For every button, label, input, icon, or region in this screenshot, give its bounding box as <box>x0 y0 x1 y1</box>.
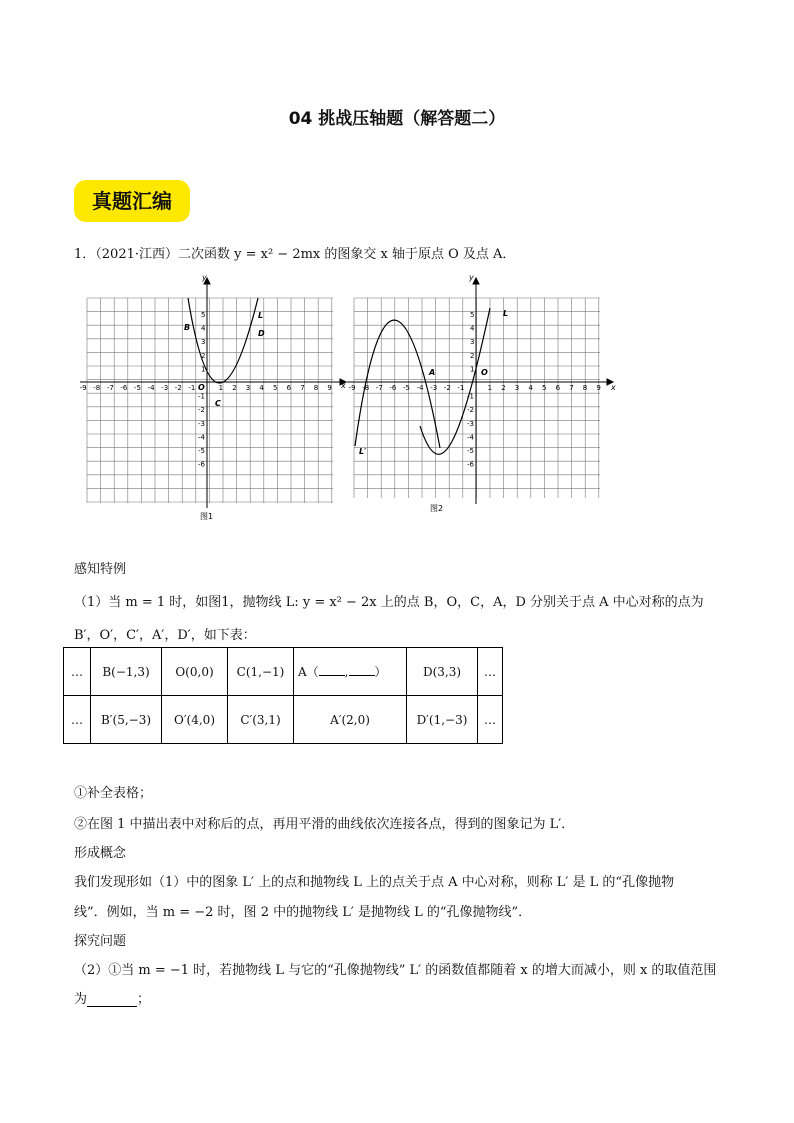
figure-1 <box>78 268 350 528</box>
y-tick-label: 1 <box>201 365 206 374</box>
table-cell: A′(2,0) <box>294 696 407 744</box>
x-tick-label: -6 <box>120 384 128 392</box>
y-tick-label: 3 <box>470 338 475 347</box>
x-tick-label: -3 <box>161 384 169 392</box>
x-tick-label: -8 <box>362 384 370 392</box>
section-heading-concept: 形成概念 <box>74 846 127 861</box>
figure-2-x-label: x <box>611 383 616 392</box>
figure-1-caption: 图1 <box>200 512 214 521</box>
x-tick-label: 8 <box>582 384 588 392</box>
table-cell: C(1,−1) <box>228 648 294 696</box>
symmetry-table <box>63 647 503 744</box>
section-heading-explore: 探究问题 <box>74 934 127 949</box>
table-cell: B′(5,−3) <box>91 696 162 744</box>
x-tick-label: 2 <box>232 384 237 392</box>
x-tick-label: 6 <box>286 384 292 392</box>
y-tick-label: -2 <box>467 406 474 415</box>
section-heading-perceive: 感知特例 <box>74 562 127 577</box>
x-tick-label: -1 <box>188 384 196 392</box>
document-title: 04 挑战压轴题（解答题二） <box>288 109 506 129</box>
figure-1-grid <box>87 298 333 503</box>
y-tick-label: -6 <box>198 460 205 469</box>
question-2-line-1: （2）①当 m = −1 时，若抛物线 L 与它的“孔像抛物线” L′ 的函数值都随着 x 的增大而减小，则 x 的取值范围 <box>74 963 717 978</box>
x-tick-label: 3 <box>245 384 251 392</box>
table-cell: C′(3,1) <box>228 696 294 744</box>
figure-2-label-A: A <box>429 368 436 377</box>
x-tick-label: 5 <box>273 384 278 392</box>
x-tick-label: 7 <box>300 384 305 392</box>
figure-2-label-O: O <box>481 368 488 377</box>
figure-1-x-label: x <box>341 381 346 390</box>
table-cell: … <box>64 648 91 696</box>
table-cell: D′(1,−3) <box>407 696 478 744</box>
table-cell-answer: A（ , ） <box>294 648 407 696</box>
y-tick-label: -3 <box>467 419 474 428</box>
table-cell: … <box>478 696 503 744</box>
x-tick-label: -6 <box>389 384 397 392</box>
x-tick-label: 9 <box>596 384 601 392</box>
figure-1-label-C: C <box>215 399 221 408</box>
figure-2-y-label: y <box>469 273 474 282</box>
x-tick-label: 1 <box>218 384 224 392</box>
table-cell: D(3,3) <box>407 648 478 696</box>
y-tick-label: -4 <box>198 433 205 442</box>
y-tick-label: -2 <box>198 406 205 415</box>
y-tick-label: -5 <box>198 447 205 455</box>
figure-1-label-L: L <box>258 311 264 320</box>
task-2: ②在图 1 中描出表中对称后的点，再用平滑的曲线依次连接各点，得到的图象记为 L′． <box>74 817 575 832</box>
x-tick-label: -4 <box>147 384 155 392</box>
x-tick-label: -9 <box>79 384 87 392</box>
figure-1-label-B: B <box>184 323 191 332</box>
task-1: ①补全表格； <box>74 786 153 801</box>
y-tick-label: 5 <box>201 311 206 319</box>
answer-blank[interactable] <box>87 994 137 1007</box>
figure-2 <box>345 268 620 528</box>
y-tick-label: 1 <box>470 365 475 374</box>
question-1-line-1: （1）当 m = 1 时，如图1，抛物线 L: y = x² − 2x 上的点 B，O，C，A，D 分别关于点 A 中心对称的点为 <box>74 595 704 610</box>
table-cell: … <box>64 696 91 744</box>
x-tick-label: 4 <box>528 384 533 392</box>
y-tick-label: -3 <box>198 419 205 428</box>
table-cell: O′(4,0) <box>162 696 228 744</box>
y-tick-label: 3 <box>201 338 206 347</box>
x-tick-label: -3 <box>430 384 438 392</box>
x-tick-label: -5 <box>403 384 410 392</box>
y-tick-label: -1 <box>198 392 205 401</box>
table-cell: B(−1,3) <box>91 648 162 696</box>
x-tick-label: -4 <box>416 384 424 392</box>
x-tick-label: -9 <box>348 384 356 392</box>
figure-2-parabola-L <box>420 308 493 454</box>
y-tick-label: 5 <box>470 311 475 319</box>
x-tick-label: 6 <box>555 384 561 392</box>
section-badge: 真题汇编 <box>74 180 190 222</box>
y-tick-label: -1 <box>467 392 474 401</box>
answer-blank[interactable] <box>319 665 345 676</box>
x-tick-label: -5 <box>134 384 141 392</box>
concept-line-2: 线”．例如，当 m = −2 时，图 2 中的抛物线 L′ 是抛物线 L 的“孔像抛物线”． <box>74 905 532 920</box>
figure-2-label-L-prime: L′ <box>359 447 367 456</box>
x-tick-label: 8 <box>313 384 319 392</box>
figure-2-grid <box>354 298 600 498</box>
x-tick-label: 1 <box>487 384 493 392</box>
x-tick-label: -2 <box>174 384 182 392</box>
x-tick-label: -7 <box>106 384 114 392</box>
x-tick-label: 2 <box>501 384 506 392</box>
y-tick-label: 4 <box>470 324 475 333</box>
x-tick-label: -2 <box>443 384 451 392</box>
table-cell: … <box>478 648 503 696</box>
table-row <box>64 696 503 744</box>
y-tick-label: 2 <box>201 351 206 360</box>
x-tick-label: -8 <box>93 384 101 392</box>
x-tick-label: 9 <box>327 384 332 392</box>
table-row <box>64 648 503 696</box>
answer-blank[interactable] <box>349 665 375 676</box>
problem-intro: 1．（2021·江西）二次函数 y = x² − 2mx 的图象交 x 轴于原点 O 及点 A． <box>74 247 516 262</box>
table-cell: O(0,0) <box>162 648 228 696</box>
y-tick-label: 2 <box>470 351 475 360</box>
y-tick-label: 4 <box>201 324 206 333</box>
x-tick-label: 3 <box>514 384 520 392</box>
question-1-line-2: B′，O′，C′，A′，D′，如下表： <box>74 628 256 643</box>
figure-1-y-label: y <box>202 273 207 282</box>
y-tick-label: -6 <box>467 460 474 469</box>
y-tick-label: -5 <box>467 447 474 455</box>
x-tick-label: -7 <box>375 384 383 392</box>
concept-line-1: 我们发现形如（1）中的图象 L′ 上的点和抛物线 L 上的点关于点 A 中心对称，则称 L′ 是 L 的“孔像抛物 <box>74 875 675 890</box>
x-tick-label: 4 <box>259 384 264 392</box>
y-tick-label: -4 <box>467 433 474 442</box>
figure-2-label-L: L <box>503 309 509 318</box>
figure-1-label-O: O <box>198 383 205 392</box>
figure-1-label-D: D <box>258 329 265 338</box>
x-tick-label: 5 <box>542 384 547 392</box>
x-tick-label: -1 <box>457 384 465 392</box>
question-2-line-2: 为 ； <box>74 992 151 1007</box>
x-tick-label: 7 <box>569 384 574 392</box>
figure-2-caption: 图2 <box>430 504 444 513</box>
